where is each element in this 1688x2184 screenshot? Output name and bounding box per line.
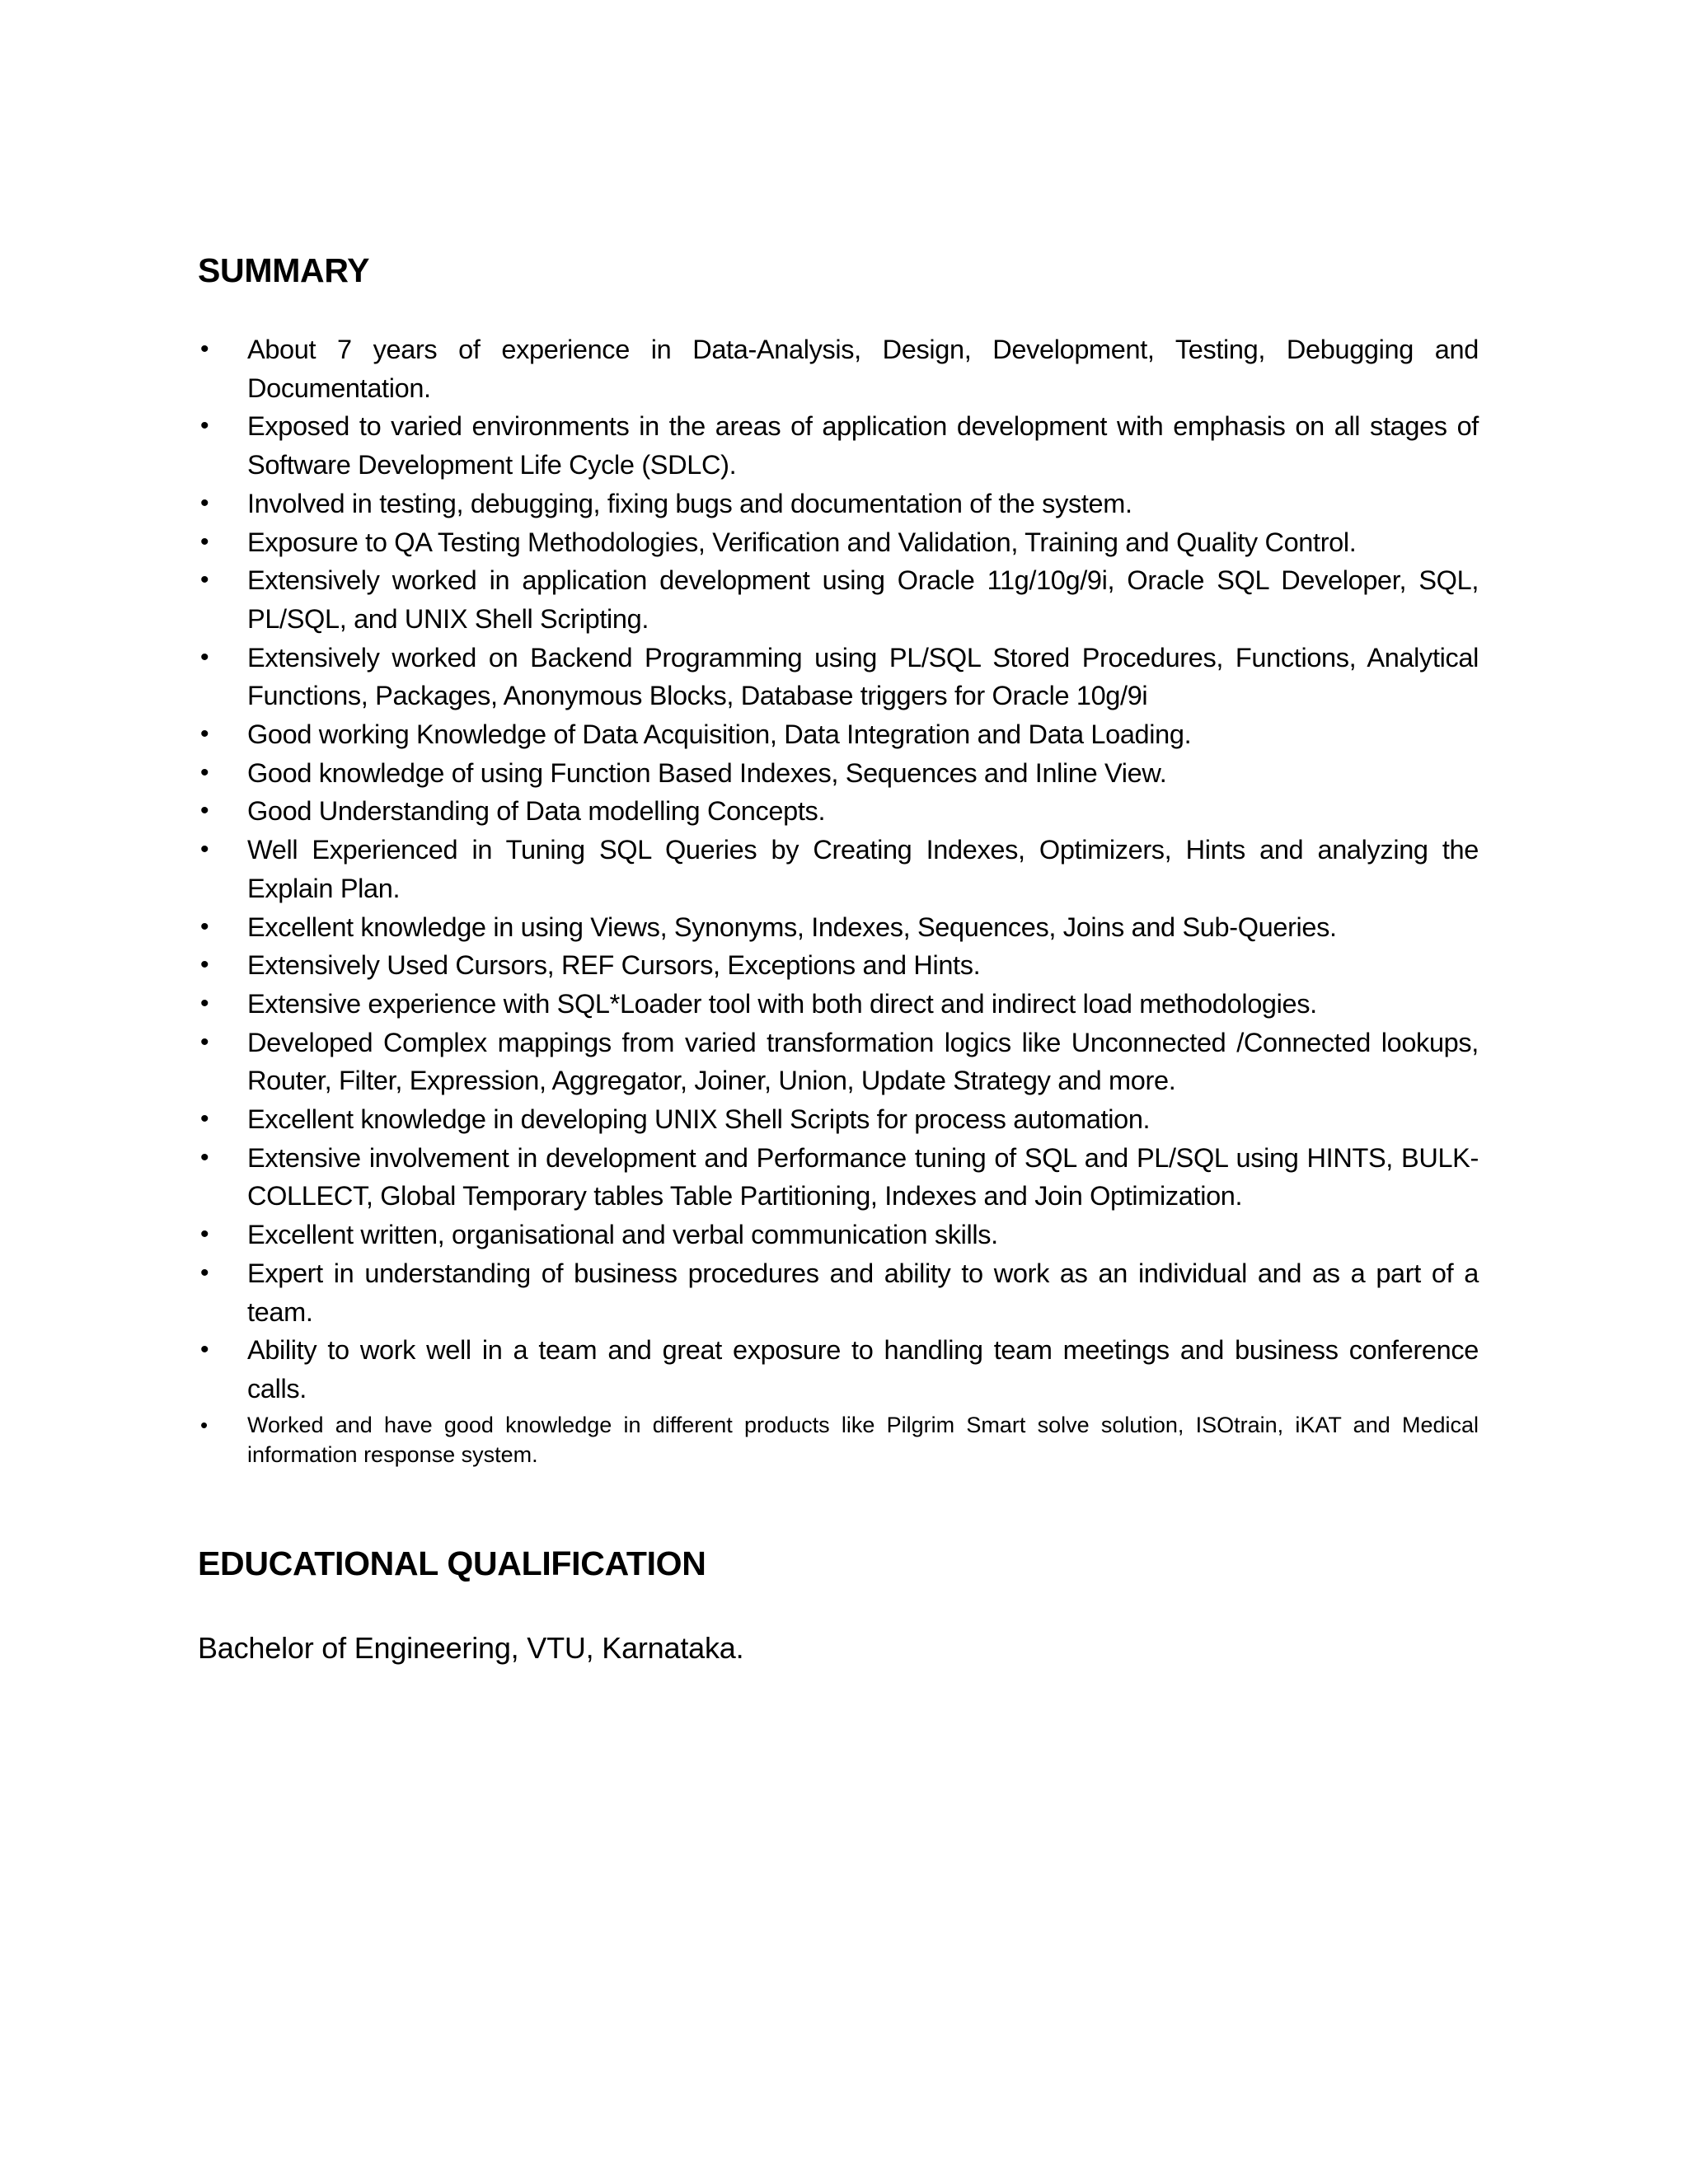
summary-item-text: Good working Knowledge of Data Acquisition, Data Integration and Data Loading. — [247, 719, 1192, 750]
list-item — [198, 985, 1479, 1024]
list-item — [198, 1331, 1479, 1408]
bullet-icon: • — [200, 836, 209, 864]
bullet-icon: • — [200, 797, 209, 825]
summary-item-text: Well Experienced in Tuning SQL Queries by Creating Indexes, Optimizers, Hints and analyzing the Explain Plan. — [247, 835, 1479, 903]
bullet-icon: • — [200, 1412, 209, 1437]
list-item — [198, 1139, 1479, 1216]
bullet-icon: • — [200, 1258, 209, 1286]
list-item — [198, 1410, 1479, 1469]
list-item — [198, 754, 1479, 793]
bullet-icon: • — [200, 527, 209, 555]
summary-item-text: Extensively worked on Backend Programming using PL/SQL Stored Procedures, Functions, Analytical Functions, Packages, Anonymous Blocks, Database triggers for Oracle 10g/9i — [247, 642, 1479, 711]
summary-item-text: Developed Complex mappings from varied transformation logics like Unconnected /Connected lookups, Router, Filter, Expression, Aggregator, Joiner, Union, Update Strategy and more. — [247, 1027, 1479, 1096]
bullet-icon: • — [200, 412, 209, 440]
list-item — [198, 792, 1479, 831]
bullet-icon: • — [200, 1336, 209, 1364]
bullet-icon: • — [200, 566, 209, 594]
summary-item-text: Extensive experience with SQL*Loader tool with both direct and indirect load methodologies. — [247, 988, 1317, 1019]
summary-item-text: Excellent knowledge in developing UNIX Shell Scripts for process automation. — [247, 1104, 1151, 1135]
summary-item-text: Extensive involvement in development and Performance tuning of SQL and PL/SQL using HINTS, BULK-COLLECT, Global Temporary tables Table Partitioning, Indexes and Join Optimization. — [247, 1142, 1479, 1212]
bullet-icon: • — [200, 989, 209, 1017]
summary-item-text: Involved in testing, debugging, fixing bugs and documentation of the system. — [247, 488, 1132, 518]
list-item — [198, 485, 1479, 523]
bullet-icon: • — [200, 1028, 209, 1056]
list-item — [198, 1024, 1479, 1100]
bullet-icon: • — [200, 489, 209, 517]
summary-item-text: Expert in understanding of business procedures and ability to work as an individual and as a part of a team. — [247, 1258, 1479, 1327]
bullet-icon: • — [200, 758, 209, 786]
summary-item-text: Excellent knowledge in using Views, Synonyms, Indexes, Sequences, Joins and Sub-Queries. — [247, 912, 1337, 942]
summary-item-text: Excellent written, organisational and verbal communication skills. — [247, 1220, 998, 1250]
summary-item-text: Ability to work well in a team and great exposure to handling team meetings and business conference calls. — [247, 1335, 1479, 1404]
summary-item-text: Exposure to QA Testing Methodologies, Verification and Validation, Training and Quality Control. — [247, 527, 1357, 557]
education-heading: EDUCATIONAL QUALIFICATION — [198, 1544, 706, 1582]
bullet-icon: • — [200, 951, 209, 979]
list-item — [198, 407, 1479, 484]
list-item — [198, 946, 1479, 985]
bullet-icon: • — [200, 912, 209, 940]
summary-item-text: Good Understanding of Data modelling Concepts. — [247, 796, 826, 827]
list-item — [198, 715, 1479, 754]
list-item — [198, 1254, 1479, 1331]
summary-list — [198, 330, 1479, 1469]
summary-item-text: Exposed to varied environments in the areas of application development with emphasis on all stages of Software Development Life Cycle (SDLC). — [247, 411, 1479, 480]
education-degree: Bachelor of Engineering, VTU, Karnataka. — [198, 1631, 744, 1665]
list-item — [198, 1100, 1479, 1139]
bullet-icon: • — [200, 1105, 209, 1133]
bullet-icon: • — [200, 1143, 209, 1171]
bullet-icon: • — [200, 643, 209, 671]
summary-item-text: About 7 years of experience in Data-Analysis, Design, Development, Testing, Debugging and Documentation. — [247, 335, 1479, 403]
summary-item-text: Worked and have good knowledge in different products like Pilgrim Smart solve solution, ISOtrain, iKAT and Medical information response system. — [247, 1412, 1479, 1467]
list-item — [198, 561, 1479, 638]
list-item — [198, 831, 1479, 907]
list-item — [198, 639, 1479, 715]
list-item — [198, 908, 1479, 947]
summary-item-text: Good knowledge of using Function Based Indexes, Sequences and Inline View. — [247, 757, 1167, 788]
bullet-icon: • — [200, 335, 209, 363]
summary-item-text: Extensively worked in application development using Oracle 11g/10g/9i, Oracle SQL Developer, SQL, PL/SQL, and UNIX Shell Scripting. — [247, 565, 1479, 634]
list-item — [198, 330, 1479, 407]
bullet-icon: • — [200, 1221, 209, 1249]
summary-item-text: Extensively Used Cursors, REF Cursors, Exceptions and Hints. — [247, 950, 981, 981]
summary-heading: SUMMARY — [198, 251, 370, 289]
bullet-icon: • — [200, 720, 209, 748]
list-item — [198, 1216, 1479, 1254]
list-item — [198, 523, 1479, 562]
